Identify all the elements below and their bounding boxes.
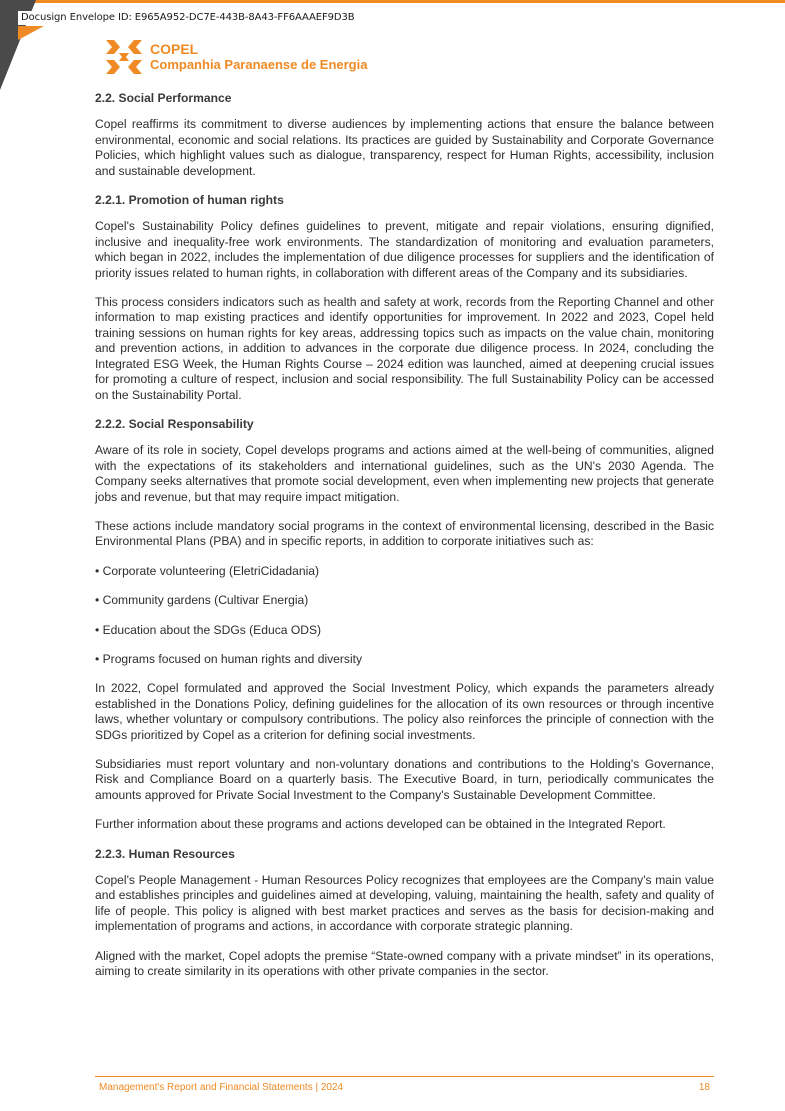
company-logo <box>106 40 367 74</box>
paragraph: Copel reaffirms its commitment to diverse audiences by implementing actions that ensure the balance between environmental, economic and social relations. Its practices are guided by Sustainability and Corporate Governance Policies, which highlight values such as dialogue, transparency, respect for Human Rights, accessibility, inclusion and sustainable development. <box>95 117 714 178</box>
paragraph: Further information about these programs and actions developed can be obtained in the Integrated Report. <box>95 817 666 832</box>
logo-name: COPEL <box>150 41 199 57</box>
top-accent-bar <box>0 0 785 3</box>
paragraph: Subsidiaries must report voluntary and non-voluntary donations and contributions to the Holding's Governance, Risk and Compliance Board on a quarterly basis. The Executive Board, in turn, periodically communicates the amounts approved for Private Social Investment to the Company's Sustainable Development Committee. <box>95 757 714 802</box>
footer-title: Management's Report and Financial Statements | 2024 <box>99 1082 344 1093</box>
logo-full-name: Companhia Paranaense de Energia <box>150 57 368 72</box>
document-body <box>95 91 714 993</box>
paragraph: These actions include mandatory social programs in the context of environmental licensing, described in the Basic Environmental Plans (PBA) and in specific reports, in addition to corporate initiatives such as: <box>95 518 714 549</box>
paragraph: Aware of its role in society, Copel develops programs and actions aimed at the well-being of communities, aligned with the expectations of its stakeholders and international guidelines, such as the UN's 2030 Agenda. The Company seeks alternatives that promote social development, even when implementing new projects that generate jobs and revenue, but that may require impact mitigation. <box>95 443 714 504</box>
section-heading-2-2-3: 2.2.3. Human Resources <box>95 846 235 861</box>
section-heading-2-2-1: 2.2.1. Promotion of human rights <box>95 193 284 208</box>
bullet-item: • Community gardens (Cultivar Energia) <box>95 593 309 608</box>
paragraph: Aligned with the market, Copel adopts the premise “State-owned company with a private mindset” in its operations, aiming to create similarity in its operations with other private companies in the sector. <box>95 948 714 979</box>
bullet-item: • Corporate volunteering (EletriCidadania) <box>95 563 320 578</box>
paragraph: Copel's Sustainability Policy defines guidelines to prevent, mitigate and repair violations, ensuring dignified, inclusive and inequality-free work environments. The standardization of monitoring and evaluation parameters, which began in 2022, includes the implementation of due diligence processes for suppliers and the identification of priority issues related to human rights, in collaboration with different areas of the Company and its subsidiaries. <box>95 219 714 280</box>
paragraph: This process considers indicators such as health and safety at work, records from the Reporting Channel and other information to map existing practices and identify opportunities for improvement. In 2022 and 2023, Copel held training sessions on human rights for key areas, addressing topics such as impacts on the value chain, monitoring and prevention actions, in addition to advances in the corporate due diligence process. In 2024, concluding the Integrated ESG Week, the Human Rights Course – 2024 edition was launched, aimed at deepening crucial issues for promoting a culture of respect, inclusion and social responsibility. The full Sustainability Policy can be accessed on the Sustainability Portal. <box>95 295 714 402</box>
docusign-envelope-id: Docusign Envelope ID: E965A952-DC7E-443B-8A43-FF6AAAEF9D3B <box>18 11 358 25</box>
copel-logo-icon <box>106 40 142 74</box>
bullet-item: • Education about the SDGs (Educa ODS) <box>95 622 322 637</box>
footer-divider <box>95 1076 714 1077</box>
bullet-item: • Programs focused on human rights and diversity <box>95 651 363 666</box>
section-heading-2-2: 2.2. Social Performance <box>95 91 232 105</box>
section-heading-2-2-2: 2.2.2. Social Responsability <box>95 416 254 431</box>
paragraph: In 2022, Copel formulated and approved the Social Investment Policy, which expands the parameters already established in the Donations Policy, defining guidelines for the allocation of its own resources or through incentive laws, whether voluntary or compulsory contributions. The policy also reinforces the principle of connection with the SDGs prioritized by Copel as a criterion for defining social investments. <box>95 681 714 742</box>
page-number: 18 <box>698 1082 710 1093</box>
paragraph: Copel's People Management - Human Resources Policy recognizes that employees are the Company's main value and establishes principles and guidelines aimed at developing, valuing, maintaining the health, safety and quality of life of people. This policy is aligned with best market practices and serves as the basis for decision-making and implementation of programs and actions, in accordance with corporate strategic planning. <box>95 873 714 934</box>
corner-accent-decoration <box>18 26 44 40</box>
